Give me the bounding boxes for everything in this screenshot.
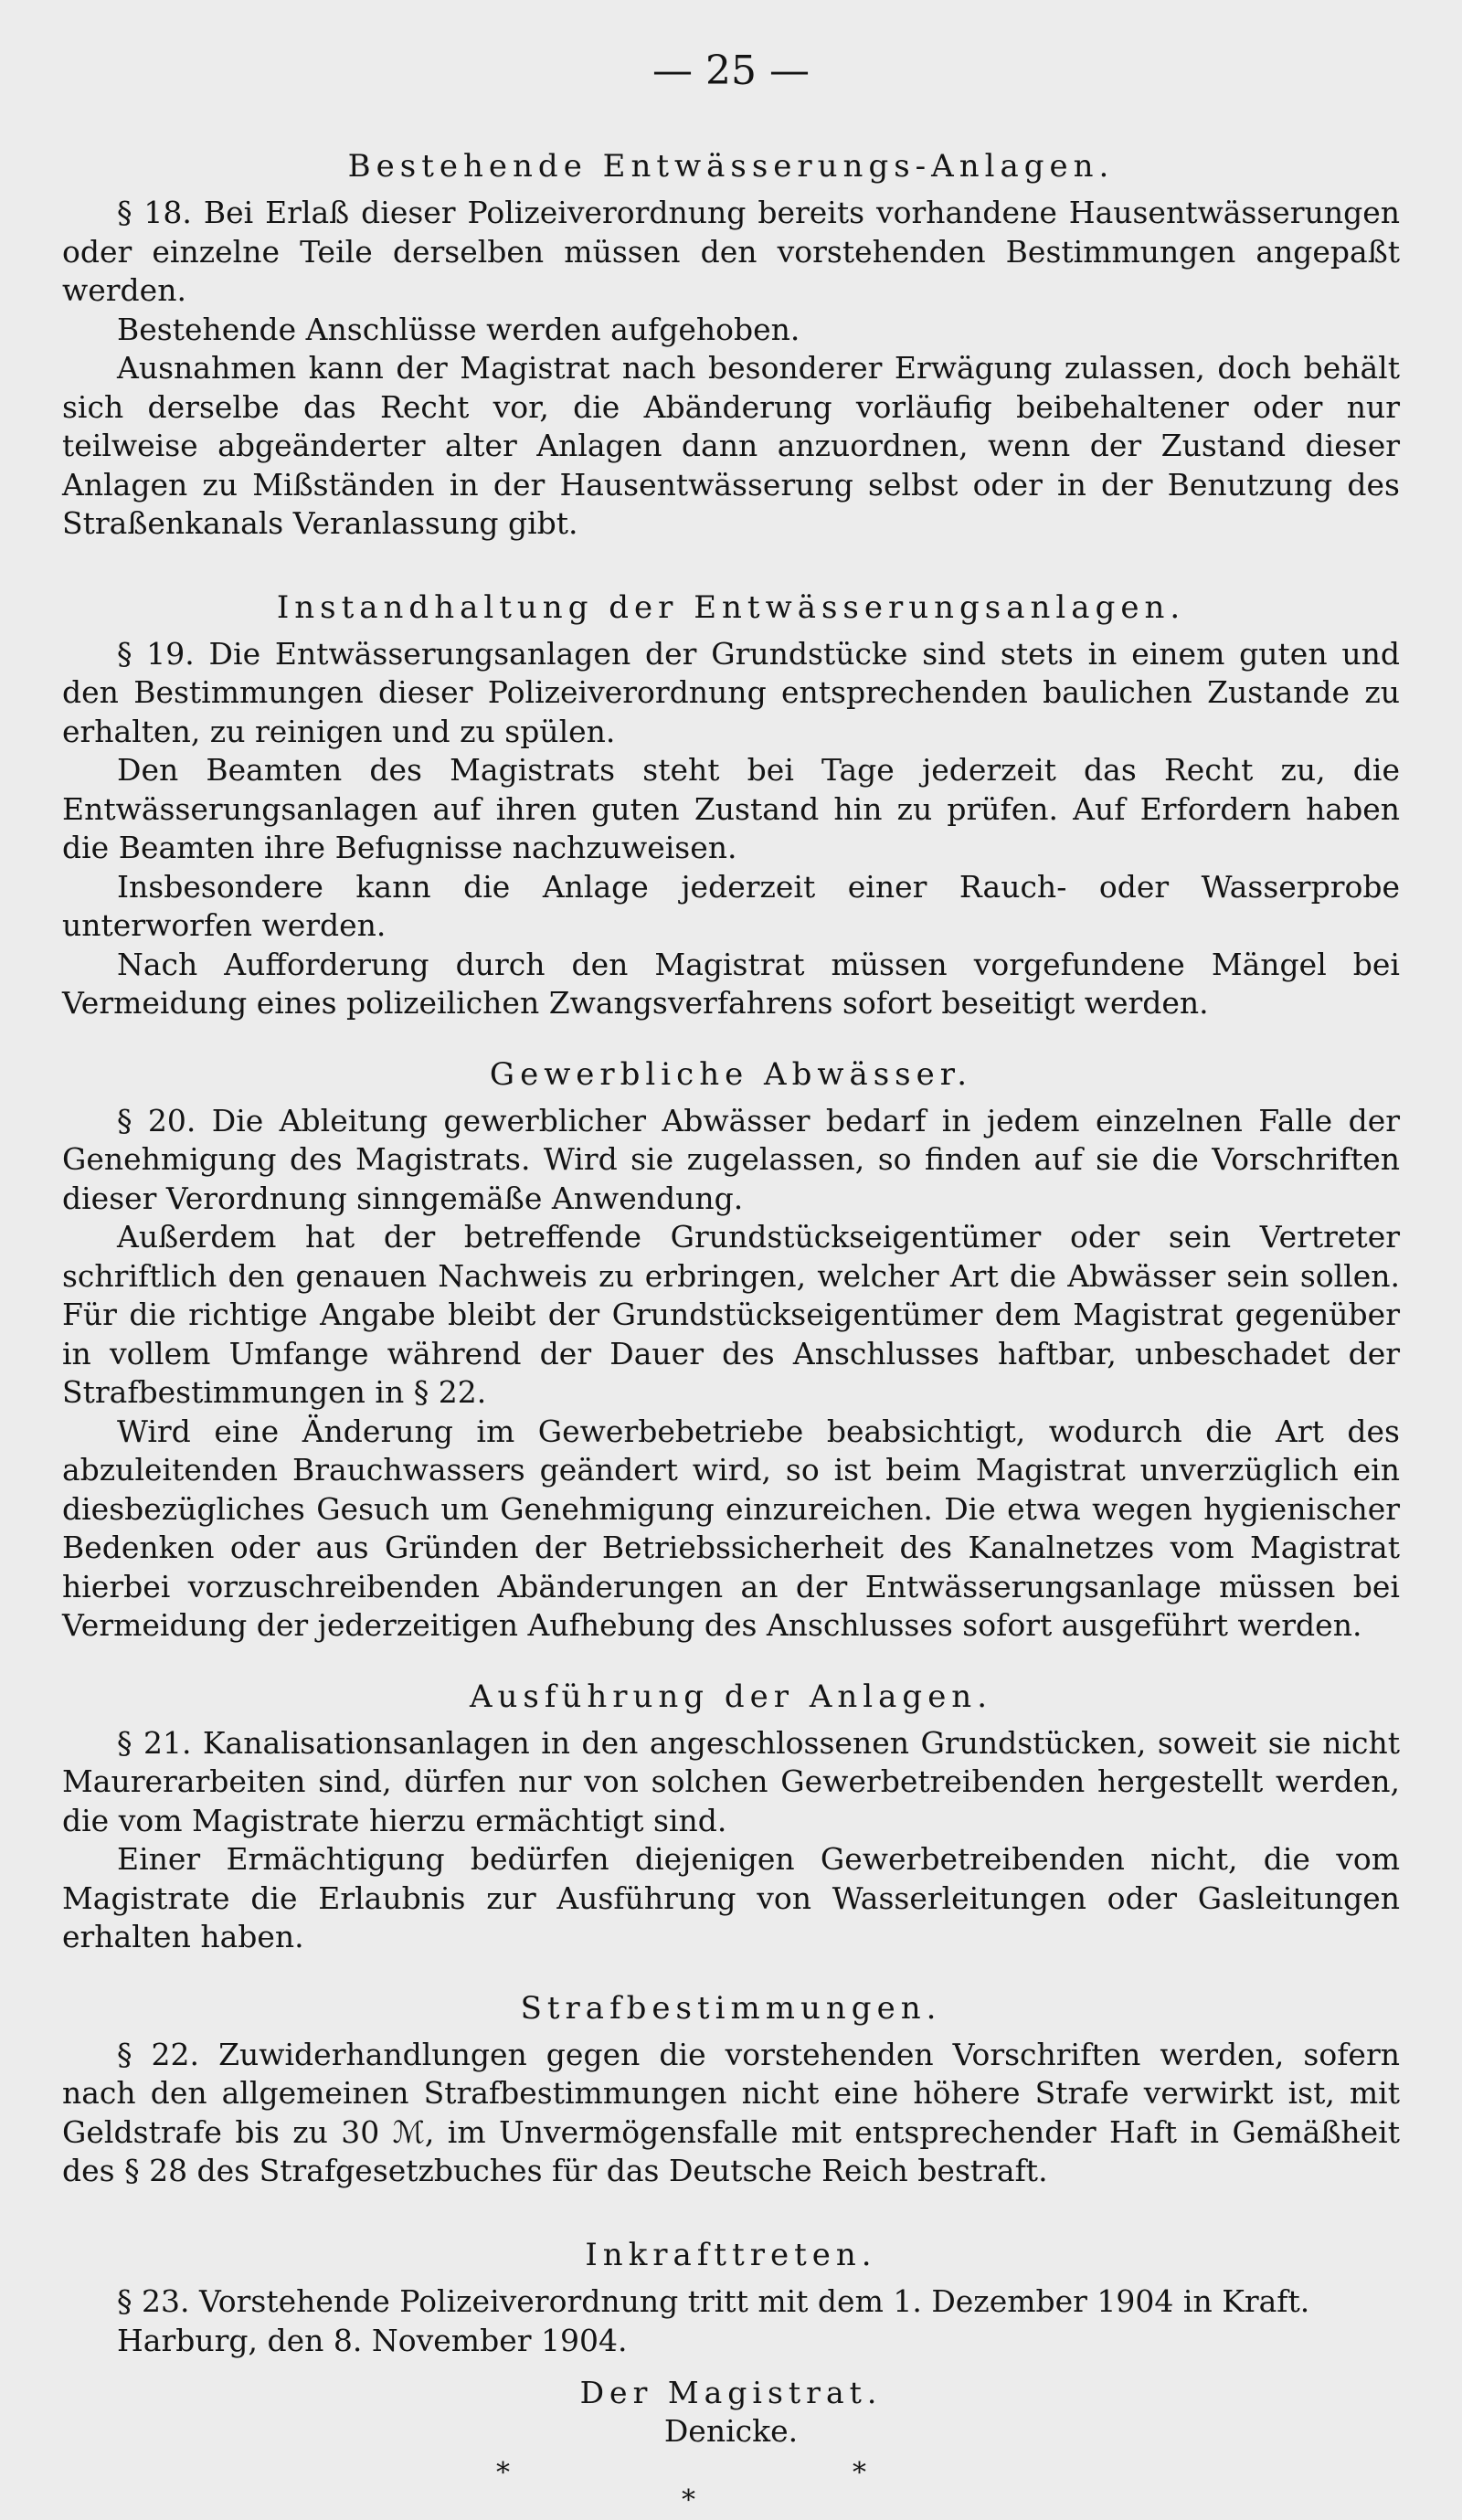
asterism [62, 2456, 1400, 2520]
paragraph-22: § 22. Zuwiderhandlungen gegen die vorstehenden Vorschriften werden, sofern nach den allgemeinen Strafbestimmungen nicht eine höhere Strafe verwirkt ist, mit Geldstrafe bis zu 30 ℳ, im Unvermögensfalle mit entsprechender Haft in Gemäßheit des § 28 des Strafgesetzbuches für das Deutsche Reich bestraft. [62, 2036, 1400, 2188]
section-heading-ausfuehrung: Ausführung der Anlagen. [469, 1678, 993, 1715]
signature-name: Denicke. [663, 2413, 799, 2449]
paragraph-18: § 18. Bei Erlaß dieser Polizeiverordnung bereits vorhandene Hausentwässerungen oder einzelne Teile derselben müssen den vorstehenden Bestimmungen angepaßt werden. [62, 195, 1400, 308]
paragraph-21: § 21. Kanalisationsanlagen in den angeschlossenen Grundstücken, soweit sie nicht Maurerarbeiten sind, dürfen nur von solchen Gewerbetreibenden hergestellt werden, die vom Magistrate hierzu ermächtigt sind. [62, 1724, 1400, 1838]
star-left: * [496, 2457, 510, 2489]
page-number: — 25 — [652, 48, 810, 94]
paragraph-20-c: Wird eine Änderung im Gewerbebetriebe beabsichtigt, wodurch die Art des abzuleitenden Brauchwassers geändert wird, so ist beim Magistrat unverzüglich ein diesbezügliches Gesuch um Genehmigung einzureichen. Die etwa wegen hygienischer Bedenken oder aus Gründen der Betriebssicherheit des Kanalnetzes vom Magistrat hierbei vorzuschreibenden Abänderungen an der Entwässerungsanlage müssen bei Vermeidung der jederzeitigen Aufhebung des Anschlusses sofort ausgeführt werden. [62, 1413, 1400, 1643]
section-heading-gewerbliche: Gewerbliche Abwässer. [489, 1055, 973, 1093]
paragraph-20-b: Außerdem hat der betreffende Grundstückseigentümer oder sein Vertreter schriftlich den genauen Nachweis zu erbringen, welcher Art die Abwässer sein sollen. Für die richtige Angabe bleibt der Grundstückseigentümer dem Magistrat gegenüber in vollem Umfange während der Dauer des Anschlusses haftbar, unbeschadet der Strafbestimmungen in § 22. [62, 1219, 1400, 1410]
star-right: * [853, 2457, 866, 2489]
section-heading-inkrafttreten: Inkrafttreten. [585, 2236, 877, 2273]
star-center: * [682, 2484, 695, 2516]
paragraph-19-c: Insbesondere kann die Anlage jederzeit einer Rauch- oder Wasserprobe unterworfen werden. [62, 868, 1400, 943]
paragraph-19: § 19. Die Entwässerungsanlagen der Grundstücke sind stets in einem guten und den Bestimmungen dieser Polizeiverordnung entsprechenden baulichen Zustande zu erhalten, zu reinigen und zu spülen. [62, 635, 1400, 749]
paragraph-18-c: Ausnahmen kann der Magistrat nach besonderer Erwägung zulassen, doch behält sich derselbe das Recht vor, die Abänderung vorläufig beibehaltener oder nur teilweise abgeänderter alter Anlagen dann anzuordnen, wenn der Zustand dieser Anlagen zu Mißständen in der Hausentwässerung selbst oder in der Benutzung des Straßenkanals Veranlassung gibt. [62, 350, 1400, 541]
signature-authority: Der Magistrat. [579, 2375, 883, 2410]
paragraph-19-b: Den Beamten des Magistrats steht bei Tage jederzeit das Recht zu, die Entwässerungsanlagen auf ihren guten Zustand hin zu prüfen. Auf Erfordern haben die Beamten ihre Befugnisse nachzuweisen. [62, 752, 1400, 865]
paragraph-19-d: Nach Aufforderung durch den Magistrat müssen vorgefundene Mängel bei Vermeidung eines polizeilichen Zwangsverfahrens sofort beseitigt werden. [62, 946, 1400, 1021]
place-date: Harburg, den 8. November 1904. [117, 2323, 628, 2358]
section-heading-instandhaltung: Instandhaltung der Entwässerungsanlagen. [276, 588, 1186, 626]
paragraph-23: § 23. Vorstehende Polizeiverordnung tritt mit dem 1. Dezember 1904 in Kraft. [117, 2282, 1310, 2319]
paragraph-21-b: Einer Ermächtigung bedürfen diejenigen Gewerbetreibenden nicht, die vom Magistrate die Erlaubnis zur Ausführung von Wasserleitungen oder Gasleitungen erhalten haben. [62, 1841, 1400, 1954]
section-heading-strafbestimmungen: Strafbestimmungen. [520, 1989, 942, 2027]
paragraph-18-b: Bestehende Anschlüsse werden aufgehoben. [117, 311, 800, 347]
section-heading-bestehende: Bestehende Entwässerungs-Anlagen. [347, 148, 1115, 185]
paragraph-20: § 20. Die Ableitung gewerblicher Abwässer bedarf in jedem einzelnen Falle der Genehmigung des Magistrats. Wird sie zugelassen, so finden auf sie die Vorschriften dieser Verordnung sinngemäße Anwendung. [62, 1102, 1400, 1216]
